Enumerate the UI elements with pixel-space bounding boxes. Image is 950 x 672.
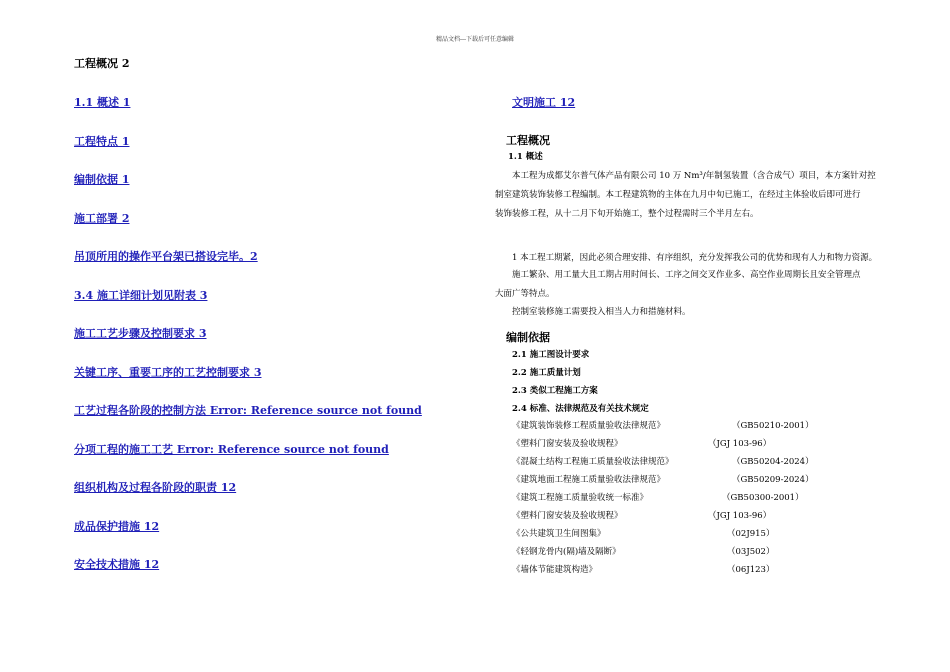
toc-link-basis[interactable]: 编制依据 1 (74, 173, 130, 186)
standard-code: （06J123） (727, 565, 775, 575)
standard-name: 《建筑工程施工质量验收统一标准》 (512, 493, 649, 503)
standard-code: （GB50300-2001） (722, 493, 804, 503)
toc-link-safety[interactable]: 安全技术措施 12 (74, 558, 160, 571)
standard-name: 《建筑装饰装修工程质量验收法律规范》 (512, 421, 666, 431)
toc-link-deployment[interactable]: 施工部署 2 (74, 212, 130, 225)
page-header-note: 精品文档---下载后可任意编辑 (435, 36, 515, 43)
toc-link-organization[interactable]: 组织机构及过程各阶段的职责 12 (74, 481, 237, 494)
standard-code: （GB50204-2024） (732, 457, 814, 467)
standard-name: 《轻钢龙骨内(隔)墙及隔断》 (512, 547, 621, 557)
toc-link-key-process[interactable]: 关键工序、重要工序的工艺控制要求 3 (74, 366, 262, 379)
subsection-title: 2.1 施工图设计要求 (512, 350, 590, 360)
paragraph-line: 本工程为成都艾尔普气体产品有限公司 10 万 Nm³/年制氢装置（含合成气）项目，本方案针对控 (512, 171, 876, 181)
standard-name: 《墙体节能建筑构造》 (512, 565, 598, 575)
standard-code: （GB50210-2001） (732, 421, 814, 431)
toc-link-platform[interactable]: 吊顶所用的操作平台架已搭设完毕。2 (74, 250, 258, 263)
toc-link-overview[interactable]: 1.1 概述 1 (74, 96, 131, 109)
toc-link-subitem-process[interactable]: 分项工程的施工工艺 Error: Reference source not found (74, 443, 389, 456)
subsection-title: 1.1 概述 (508, 152, 543, 162)
paragraph-line: 制室建筑装饰装修工程编制。本工程建筑物的主体在九月中旬已施工，在经过主体验收后即可进行 (495, 190, 861, 200)
section-title-basis: 编制依据 (506, 331, 550, 344)
subsection-title: 2.4 标准、法律规范及有关技术规定 (512, 404, 649, 414)
standard-code: （02J915） (727, 529, 775, 539)
standard-code: （GB50209-2024） (732, 475, 814, 485)
standard-code: （JGJ 103-96） (708, 439, 772, 449)
paragraph-line: 施工繁杂、用工量大且工期占用时间长、工序之间交叉作业多、高空作业周期长且安全管理点 (512, 270, 861, 280)
toc-link-process-steps[interactable]: 施工工艺步骤及控制要求 3 (74, 327, 207, 340)
standard-name: 《建筑地面工程施工质量验收法律规范》 (512, 475, 666, 485)
toc-link-schedule[interactable]: 3.4 施工详细计划见附表 3 (74, 289, 208, 302)
standard-code: （03J502） (727, 547, 775, 557)
subsection-title: 2.2 施工质量计划 (512, 368, 581, 378)
toc-link-control-method[interactable]: 工艺过程各阶段的控制方法 Error: Reference source not found (74, 404, 422, 417)
standard-code: （JGJ 103-96） (708, 511, 772, 521)
standard-name: 《塑料门窗安装及验收规程》 (512, 439, 623, 449)
standard-name: 《塑料门窗安装及验收规程》 (512, 511, 623, 521)
section-title-overview: 工程概况 (506, 134, 550, 147)
paragraph-line: 1 本工程工期紧，因此必须合理安排、有序组织，充分发挥我公司的优势和现有人力和物力资源。 (512, 253, 878, 263)
paragraph-line: 控制室装修施工需要投入相当人力和措施材料。 (512, 307, 691, 317)
toc-link-features[interactable]: 工程特点 1 (74, 135, 130, 148)
toc-title: 工程概况 2 (74, 57, 130, 70)
paragraph-line: 装饰装修工程，从十二月下旬开始施工，整个过程需时三个半月左右。 (495, 209, 759, 219)
standard-name: 《混凝土结构工程施工质量验收法律规范》 (512, 457, 674, 467)
subsection-title: 2.3 类似工程施工方案 (512, 386, 598, 396)
toc-link-civilized[interactable]: 文明施工 12 (512, 96, 576, 109)
standard-name: 《公共建筑卫生间图集》 (512, 529, 606, 539)
paragraph-line: 大面广等特点。 (495, 289, 555, 299)
toc-link-protection[interactable]: 成品保护措施 12 (74, 520, 160, 533)
